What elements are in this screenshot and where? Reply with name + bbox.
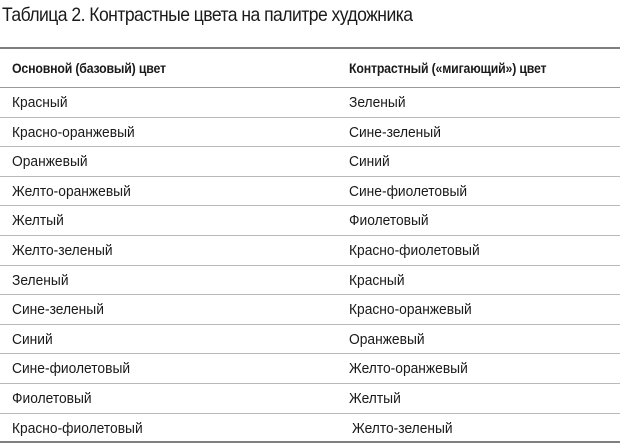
contrast-color-cell: Желтый (349, 389, 401, 407)
base-color-cell: Красно-оранжевый (12, 123, 135, 141)
header-contrast-color: Контрастный («мигающий») цвет (349, 60, 547, 76)
table-row (0, 384, 620, 414)
contrast-color-cell: Фиолетовый (349, 212, 429, 230)
table-row (0, 266, 620, 296)
base-color-cell: Желто-зеленый (12, 241, 113, 259)
table-row (0, 236, 620, 266)
table-caption: Таблица 2. Контрастные цвета на палитре художника (2, 4, 413, 26)
base-color-cell: Красно-фиолетовый (12, 419, 143, 437)
base-color-cell: Сине-фиолетовый (12, 360, 131, 378)
contrast-color-cell: Синий (349, 153, 390, 171)
base-color-cell: Зеленый (12, 271, 69, 289)
base-color-cell: Красный (12, 94, 68, 111)
contrast-colors-table (0, 47, 620, 443)
table-row (0, 88, 620, 118)
contrast-color-cell: Сине-фиолетовый (349, 182, 468, 200)
table-header-row (0, 49, 620, 88)
contrast-color-cell: Желто-оранжевый (349, 360, 468, 378)
table-row (0, 354, 620, 384)
base-color-cell: Желто-оранжевый (12, 182, 131, 200)
base-color-cell: Сине-зеленый (12, 301, 104, 319)
header-base-color: Основной (базовый) цвет (12, 60, 166, 76)
contrast-color-cell: Зеленый (349, 94, 406, 111)
table-row (0, 118, 620, 148)
contrast-color-cell: Оранжевый (349, 330, 425, 348)
table-row (0, 206, 620, 236)
base-color-cell: Оранжевый (12, 153, 88, 171)
table-row (0, 325, 620, 355)
contrast-color-cell: Красный (349, 271, 405, 289)
contrast-color-cell: Красно-фиолетовый (349, 241, 480, 259)
contrast-color-cell: Красно-оранжевый (349, 301, 472, 319)
contrast-color-cell: Желто-зеленый (352, 419, 453, 437)
base-color-cell: Желтый (12, 212, 64, 230)
base-color-cell: Синий (12, 330, 53, 348)
base-color-cell: Фиолетовый (12, 389, 92, 407)
table-row (0, 147, 620, 177)
contrast-color-cell: Сине-зеленый (349, 123, 441, 141)
table-row (0, 295, 620, 325)
table-row (0, 177, 620, 207)
